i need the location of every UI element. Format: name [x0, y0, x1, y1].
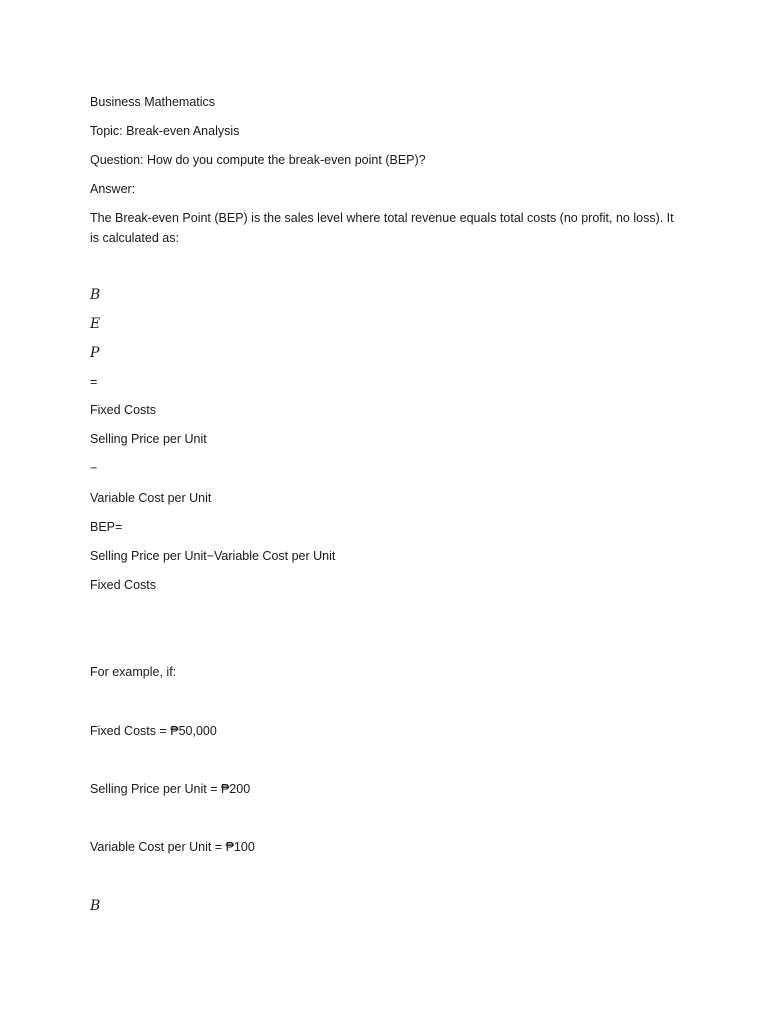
- trailing-formula-letter-b: B: [90, 898, 101, 914]
- formula-equals: =: [90, 375, 98, 389]
- example-intro: For example, if:: [90, 665, 177, 679]
- example-selling-price: Selling Price per Unit = ₱200: [90, 782, 251, 796]
- formula-letter-e: E: [90, 316, 101, 332]
- subject-heading: Business Mathematics: [90, 95, 216, 109]
- formula-letter-p: P: [90, 345, 100, 361]
- example-variable-cost: Variable Cost per Unit = ₱100: [90, 840, 255, 854]
- formula-inline-lhs: BEP=: [90, 520, 123, 534]
- question-line: Question: How do you compute the break-even point (BEP)?: [90, 153, 426, 167]
- topic-line: Topic: Break-even Analysis: [90, 124, 240, 138]
- formula-numerator: Fixed Costs: [90, 403, 156, 417]
- formula-minus: −: [90, 461, 98, 475]
- answer-label: Answer:: [90, 182, 136, 196]
- formula-letter-b: B: [90, 287, 101, 303]
- formula-denominator-price: Selling Price per Unit: [90, 432, 207, 446]
- intro-paragraph: The Break-even Point (BEP) is the sales level where total revenue equals total costs (no profit, no loss). It is calculated as:: [90, 211, 674, 245]
- formula-denominator-variable: Variable Cost per Unit: [90, 491, 212, 505]
- formula-inline-denominator: Selling Price per Unit−Variable Cost per Unit: [90, 549, 336, 563]
- formula-inline-numerator: Fixed Costs: [90, 578, 156, 592]
- example-fixed-costs: Fixed Costs = ₱50,000: [90, 724, 217, 738]
